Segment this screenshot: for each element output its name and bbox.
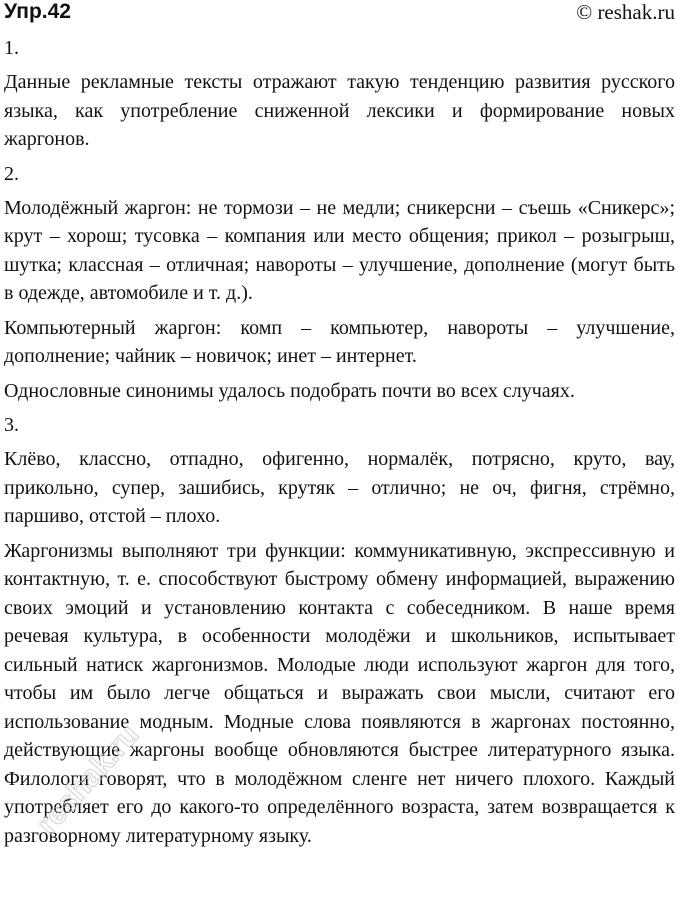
document-body	[4, 34, 675, 856]
watermark-text: reshak.ru	[30, 718, 146, 841]
paragraph: Однословные синонимы удалось подобрать почти во всех случаях.	[4, 379, 575, 402]
section-2	[4, 160, 675, 406]
paragraph: Молодёжный жаргон: не тормози – не медли; сникерсни – съешь «Сникерс»; крут – хорош; тусовка – компания или место общения; прикол – розыгрыш, шутка; классная – отличная; навороты – улучшение, дополнение (могут быть в одежде, автомобиле и т. д.).	[4, 196, 675, 304]
paragraph: Жаргонизмы выполняют три функции: коммуникативную, экспрессивную и контактную, т. е. способствуют быстрому обмену информацией, выражению своих эмоций и установлению контакта с собеседником. В наше время речевая культура, в особенности молодёжи и школьников, испытывает сильный натиск жаргонизмов. Молодые люди используют жаргон для того, чтобы им было легче общаться и выражать свои мысли, считают его использование модным. Модные слова появляются в жаргонах постоянно, действующие жаргоны вообще обновляются быстрее литературного языка. Филологи говорят, что в молодёжном сленге нет ничего плохого. Каждый употребляет его до какого-то определённого возраста, затем возвращается к разговорному литературному языку.	[4, 539, 675, 847]
section-number: 3.	[4, 414, 19, 436]
paragraph: Компьютерный жаргон: комп – компьютер, навороты – улучшение, дополнение; чайник – новичок; инет – интернет.	[4, 316, 675, 367]
section-3	[4, 411, 675, 850]
paragraph: Клёво, классно, отпадно, офигенно, нормалёк, потрясно, круто, вау, прикольно, супер, зашибись, крутяк – отлично; не оч, фигня, стрёмно, паршиво, отстой – плохо.	[4, 448, 675, 527]
page-header	[4, 0, 675, 26]
section-number: 2.	[4, 162, 19, 185]
section-number: 1.	[4, 37, 19, 59]
source-credit: © reshak.ru	[576, 0, 675, 24]
exercise-title: Упр.42	[4, 0, 71, 23]
section-1	[4, 34, 675, 154]
paragraph: Данные рекламные тексты отражают такую тенденцию развития русского языка, как употребление сниженной лексики и формирование новых жаргонов.	[4, 71, 675, 150]
